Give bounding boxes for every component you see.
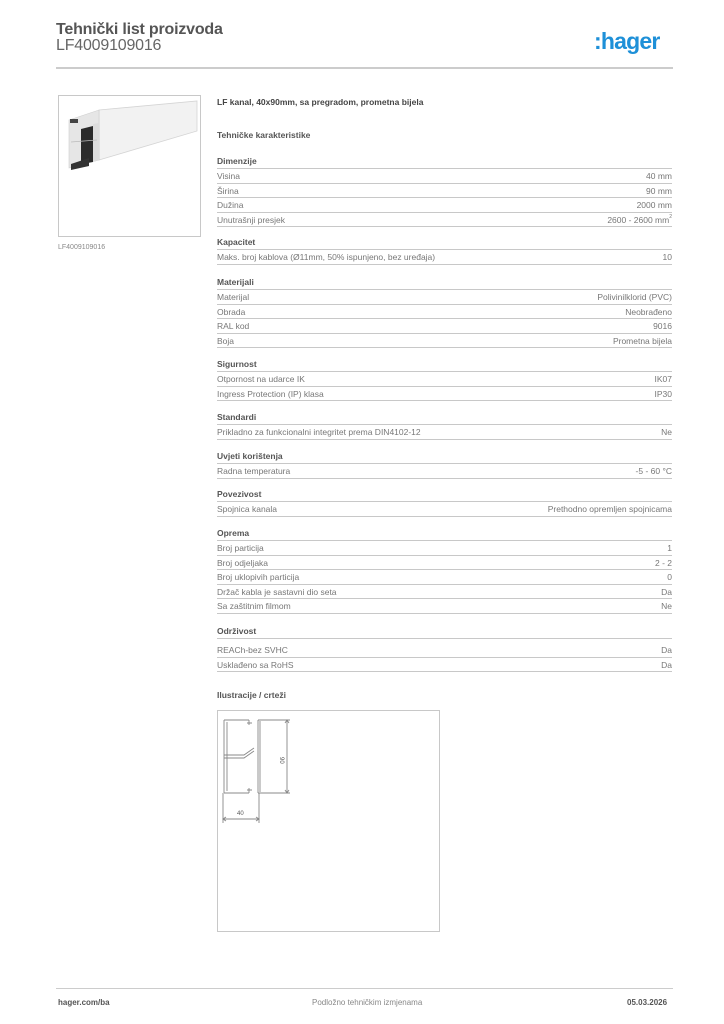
row-value: Ne bbox=[661, 427, 672, 437]
row-value: Neobrađeno bbox=[625, 306, 672, 317]
footer-note: Podložno tehničkim izmjenama bbox=[312, 998, 423, 1007]
dimension-width-label: 40 bbox=[237, 811, 244, 817]
row-label: Broj particija bbox=[217, 543, 264, 553]
section-kapacitet bbox=[217, 236, 672, 265]
row-value: Polivinilklorid (PVC) bbox=[597, 292, 672, 302]
table-row bbox=[217, 250, 672, 265]
row-label: Visina bbox=[217, 171, 240, 181]
section-dimenzije bbox=[217, 155, 672, 227]
row-value: 2000 mm bbox=[636, 200, 672, 211]
table-row bbox=[217, 570, 672, 585]
section-title: Povezivost bbox=[217, 488, 672, 502]
table-row bbox=[217, 556, 672, 571]
row-value: 1 bbox=[667, 543, 672, 553]
row-label: Materijal bbox=[217, 292, 250, 302]
table-row bbox=[217, 290, 672, 305]
section-title: Standardi bbox=[217, 411, 672, 425]
technical-drawing bbox=[217, 710, 440, 932]
table-row bbox=[217, 334, 672, 349]
footer-date: 05.03.2026 bbox=[627, 998, 668, 1007]
header-product-code: LF4009109016 bbox=[56, 37, 162, 54]
table-row bbox=[217, 599, 672, 614]
section-sigurnost bbox=[217, 358, 672, 401]
table-row bbox=[217, 658, 672, 673]
section-title: Materijali bbox=[217, 276, 672, 290]
row-label: Širina bbox=[217, 185, 239, 196]
header-title: Tehnički list proizvoda bbox=[56, 21, 223, 38]
cross-section-drawing-icon bbox=[218, 711, 439, 931]
row-value: 0 bbox=[667, 572, 672, 583]
row-value: Prethodno opremljen spojnicama bbox=[547, 504, 672, 514]
row-label: Unutrašnji presjek bbox=[217, 214, 286, 225]
row-label: Držač kabla je sastavni dio seta bbox=[217, 586, 337, 597]
row-value: Prometna bijela bbox=[612, 335, 672, 346]
row-label: Sa zaštitnim filmom bbox=[217, 601, 291, 612]
row-label: Ingress Protection (IP) klasa bbox=[217, 388, 324, 399]
section-title: Sigurnost bbox=[217, 358, 672, 372]
row-value: 40 mm bbox=[646, 171, 672, 181]
row-label: Usklađeno sa RoHS bbox=[217, 659, 294, 670]
table-row bbox=[217, 372, 672, 387]
table-row bbox=[217, 502, 672, 517]
row-value: Da bbox=[661, 659, 672, 670]
section-title: Uvjeti korištenja bbox=[217, 450, 672, 464]
table-row bbox=[217, 169, 672, 184]
row-label: Radna temperatura bbox=[217, 466, 291, 476]
table-row bbox=[217, 425, 672, 440]
row-label: Prikladno za funkcionalni integritet prema DIN4102-12 bbox=[217, 427, 421, 437]
table-row bbox=[217, 198, 672, 213]
footer-divider bbox=[56, 988, 673, 989]
table-row bbox=[217, 541, 672, 556]
row-label: Boja bbox=[217, 335, 235, 346]
section-title: Održivost bbox=[217, 625, 672, 639]
cable-trunking-image-icon bbox=[59, 96, 200, 236]
table-row bbox=[217, 387, 672, 402]
row-value: Da bbox=[661, 586, 672, 597]
row-value: IP30 bbox=[654, 388, 672, 399]
row-label: Dužina bbox=[217, 200, 244, 211]
table-row bbox=[217, 184, 672, 199]
row-value: 90 mm bbox=[646, 185, 672, 196]
row-value: IK07 bbox=[654, 374, 672, 384]
row-label: Otpornost na udarce IK bbox=[217, 374, 305, 384]
table-row bbox=[217, 585, 672, 600]
row-label: RAL kod bbox=[217, 321, 250, 332]
footer-website-link[interactable]: hager.com/ba bbox=[58, 998, 110, 1007]
dimension-height-label: 90 bbox=[278, 757, 284, 764]
row-label: Broj uklopivih particija bbox=[217, 572, 300, 583]
row-value: 9016 bbox=[653, 321, 672, 332]
section-odrzivost bbox=[217, 625, 672, 672]
row-value: -5 - 60 °C bbox=[635, 466, 672, 476]
table-row bbox=[217, 643, 672, 658]
product-image-caption: LF4009109016 bbox=[58, 244, 106, 251]
hager-logo[interactable]: :hager bbox=[594, 28, 660, 54]
row-label: Maks. broj kablova (Ø11mm, 50% ispunjeno, bez uređaja) bbox=[217, 252, 436, 262]
row-value: Ne bbox=[661, 601, 672, 612]
table-row bbox=[217, 464, 672, 479]
row-value: 2 - 2 bbox=[654, 557, 672, 568]
illustrations-title: Ilustracije / crteži bbox=[217, 690, 286, 700]
section-title: Kapacitet bbox=[217, 236, 672, 250]
table-row bbox=[217, 305, 672, 320]
section-povezivost bbox=[217, 488, 672, 517]
product-image bbox=[58, 95, 201, 237]
product-description: LF kanal, 40x90mm, sa pregradom, prometna bijela bbox=[217, 97, 424, 107]
table-row bbox=[217, 213, 672, 228]
table-row bbox=[217, 319, 672, 334]
value-text: 2600 - 2600 mm bbox=[607, 214, 670, 225]
section-title: Dimenzije bbox=[217, 155, 672, 169]
row-value: Da bbox=[661, 645, 672, 655]
row-value bbox=[607, 213, 672, 227]
section-title: Oprema bbox=[217, 527, 672, 541]
section-standardi bbox=[217, 411, 672, 440]
characteristics-title: Tehničke karakteristike bbox=[217, 130, 311, 140]
row-label: Broj odjeljaka bbox=[217, 557, 269, 568]
unit-superscript: 2 bbox=[669, 213, 672, 220]
row-label: REACh-bez SVHC bbox=[217, 645, 288, 655]
section-materijali bbox=[217, 276, 672, 348]
section-oprema bbox=[217, 527, 672, 614]
row-label: Spojnica kanala bbox=[217, 504, 278, 514]
row-value: 10 bbox=[662, 252, 672, 262]
row-label: Obrada bbox=[217, 306, 246, 317]
header-divider bbox=[56, 67, 673, 69]
section-uvjeti-koristenja bbox=[217, 450, 672, 479]
